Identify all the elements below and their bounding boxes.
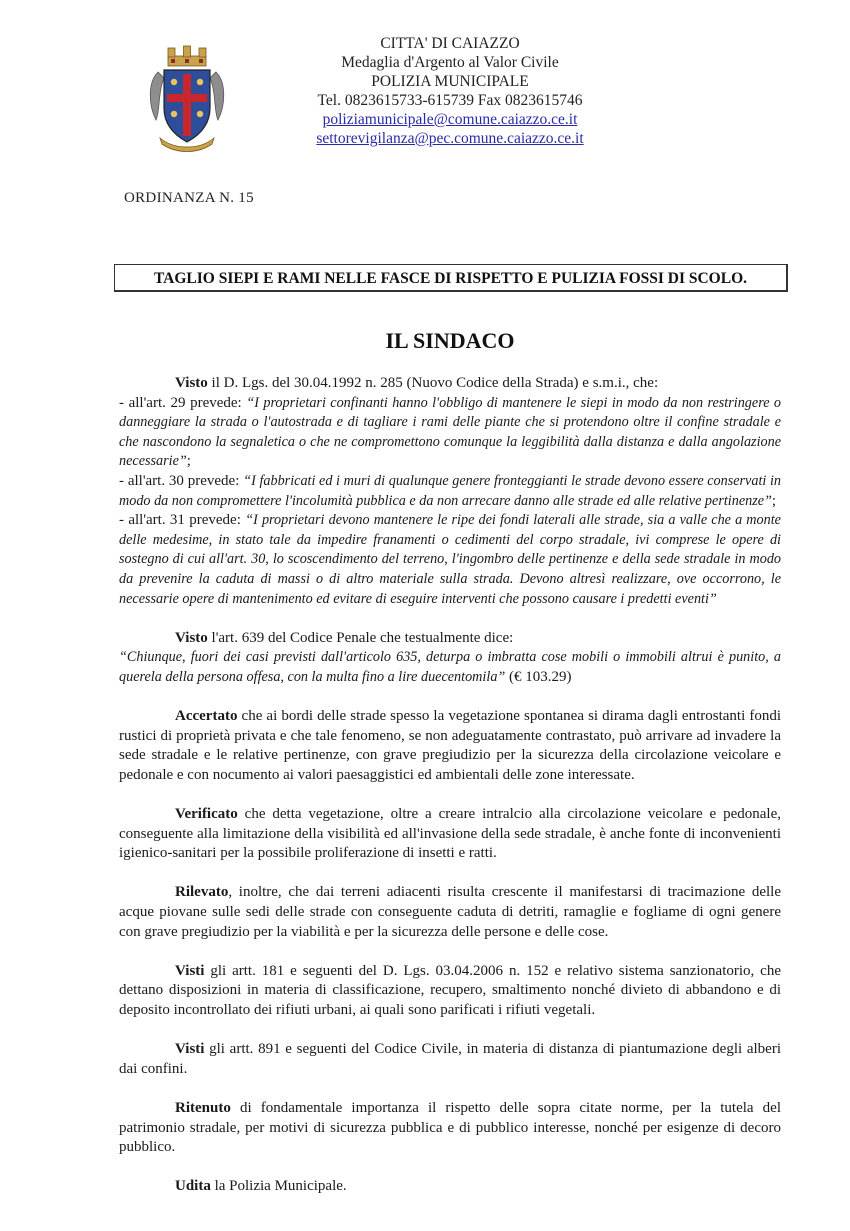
lead-word: Accertato [175, 708, 238, 725]
document-body [119, 374, 781, 1197]
coat-of-arms-icon [146, 42, 228, 154]
lead-word: Ritenuto [175, 1099, 231, 1116]
paragraph-art29: - all'art. 29 prevede: “I proprietari confinanti hanno l'obbligo di mantenere le siepi in modo da non restringere o danneggiare la strada o l'autostrada e di tagliare i rami delle piante che si protendono oltre il confine stradale e che nascondono la segnaletica o che ne compromettono comunque la leggibilità dalla distanza e dalla angolazione necessarie”; [119, 394, 781, 470]
paragraph-art639: “Chiunque, fuori dei casi previsti dall'articolo 635, deturpa o imbratta cose mobili o immobili altrui è punito, a querela della persona offesa, con la multa fino a lire duecentomila” (€ 103.29) [119, 649, 781, 685]
lead-word: Visto [175, 629, 208, 646]
paragraph-ritenuto: Ritenuto di fondamentale importanza il rispetto delle sopra citate norme, per la tutela del patrimonio stradale, per motivi di sicurezza pubblica e di pubblico interesse, nonché per esigenze di decoro pubblico. [119, 1099, 781, 1156]
lead-word: Verificato [175, 806, 238, 823]
paragraph-art31: - all'art. 31 prevede: “I proprietari devono mantenere le ripe dei fondi laterali alle strade, sia a valle che a monte delle medesime, in stato tale da impedire franamenti o cedimenti del corpo stradale, ivi comprese le opere di sostegno di cui all'art. 30, lo scoscendimento del terreno, l'ingombro delle pertinenze e della sede stradale in modo da prevenire la caduta di massi o di altro materiale sulla strada. Devono altresì realizzare, ove occorrono, le necessarie opere di mantenimento ed evitare di eseguire interventi che possono causare i predetti eventi” [119, 512, 781, 607]
subject-box: TAGLIO SIEPI E RAMI NELLE FASCE DI RISPETTO E PULIZIA FOSSI DI SCOLO. [114, 264, 788, 292]
lead-word: Visti [175, 962, 205, 979]
paragraph-visti-dlgs: Visti gli artt. 181 e seguenti del D. Lgs. 03.04.2006 n. 152 e relativo sistema sanzionatorio, che dettano disposizioni in materia di classificazione, recupero, smaltimento nonché divieto di abbandono e di deposito incontrollato dei rifiuti urbani, ai quali sono parificati i rifiuti vegetali. [119, 962, 781, 1018]
quote-art31: “I proprietari devono mantenere le ripe dei fondi laterali alle strade, sia a valle che a monte delle medesime, in stato tale da impedire franamenti o cedimenti del corpo stradale, ivi comprese le opere di sostegno di cui all'art. 30, lo scoscendimento del terreno, l'ingombro delle pertinenze e della sede stradale in modo da prevenire la caduta di massi o di altro materiale sulla strada. Devono altresì realizzare, ove occorrono, le necessarie opere di mantenimento ed evitare di eseguire interventi che possono causare i predetti eventi” [119, 512, 781, 607]
office-name: POLIZIA MUNICIPALE [371, 73, 529, 90]
paragraph-visti-cc: Visti gli artt. 891 e seguenti del Codice Civile, in materia di distanza di piantumazione degli alberi dai confini. [119, 1041, 781, 1077]
quote-art30: “I fabbricati ed i muri di qualunque genere fronteggianti le strade devono essere conservati in modo da non compromettere l'incolumità pubblica e da non arrecare danno alle strade ed alle relative pertinenze” [119, 472, 781, 509]
paragraph-udita: Udita la Polizia Municipale. [175, 1178, 347, 1195]
page-title: IL SINDACO [385, 328, 515, 353]
paragraph-art30: - all'art. 30 prevede: “I fabbricati ed i muri di qualunque genere fronteggianti le strade devono essere conservati in modo da non compromettere l'incolumità pubblica e da non arrecare danno alle strade ed alle relative pertinenze”; [119, 472, 781, 509]
quote-art639: “Chiunque, fuori dei casi previsti dall'articolo 635, deturpa o imbratta cose mobili o immobili altrui è punito, a querela della persona offesa, con la multa fino a lire duecentomila” [119, 649, 781, 685]
city-name: CITTA' DI CAIAZZO [380, 35, 520, 52]
lead-word: Rilevato [175, 884, 229, 901]
lead-word: Visto [175, 375, 208, 391]
paragraph-visto-cds: Visto il D. Lgs. del 30.04.1992 n. 285 (Nuovo Codice della Strada) e s.m.i., che: [175, 375, 659, 391]
phone-line: Tel. 0823615733-615739 Fax 0823615746 [317, 92, 583, 109]
paragraph-accertato: Accertato che ai bordi delle strade spesso la vegetazione spontanea si dirama dagli entrostanti fondi rustici di proprietà privata e che tale fenomeno, se non adeguatamente contrastato, può arrivare ad invadere la sede stradale e le relative pertinenze, con grave pregiudizio per la sicurezza della circolazione veicolare e pedonale e con nocumento ai valori paesaggistici ed ambientali delle zone interessate. [119, 708, 781, 783]
letterhead [300, 34, 600, 148]
paragraph-visto-cp: Visto l'art. 639 del Codice Penale che testualmente dice: [175, 629, 514, 646]
pec-link[interactable]: settorevigilanza@pec.comune.caiazzo.ce.it [316, 130, 584, 147]
ordinance-number: ORDINANZA N. 15 [124, 190, 254, 206]
lead-word: Visti [175, 1041, 205, 1058]
medal-line: Medaglia d'Argento al Valor Civile [341, 54, 559, 71]
paragraph-verificato: Verificato che detta vegetazione, oltre a creare intralcio alla circolazione veicolare e pedonale, conseguente alla limitazione della visibilità ed all'invasione della sede stradale, è anche fonte di inconvenienti igienico-sanitari per la possibile proliferazione di insetti e ratti. [119, 806, 781, 862]
lead-word: Udita [175, 1178, 211, 1195]
email-link[interactable]: poliziamunicipale@comune.caiazzo.ce.it [322, 111, 578, 128]
paragraph-rilevato: Rilevato, inoltre, che dai terreni adiacenti risulta crescente il manifestarsi di tracimazione delle acque piovane sulle sedi delle strade con conseguente caduta di detriti, ramaglie e fogliame di ogni genere con grave pregiudizio per la viabilità e per la sicurezza delle persone e delle cose. [119, 884, 781, 940]
quote-art29: “I proprietari confinanti hanno l'obbligo di mantenere le siepi in modo da non restringere o danneggiare la strada o l'autostrada e di tagliare i rami delle piante che si protendono oltre il confine stradale e che nascondono la segnaletica o che ne compromettono comunque la leggibilità dalla distanza e dalla angolazione necessarie” [119, 394, 781, 470]
